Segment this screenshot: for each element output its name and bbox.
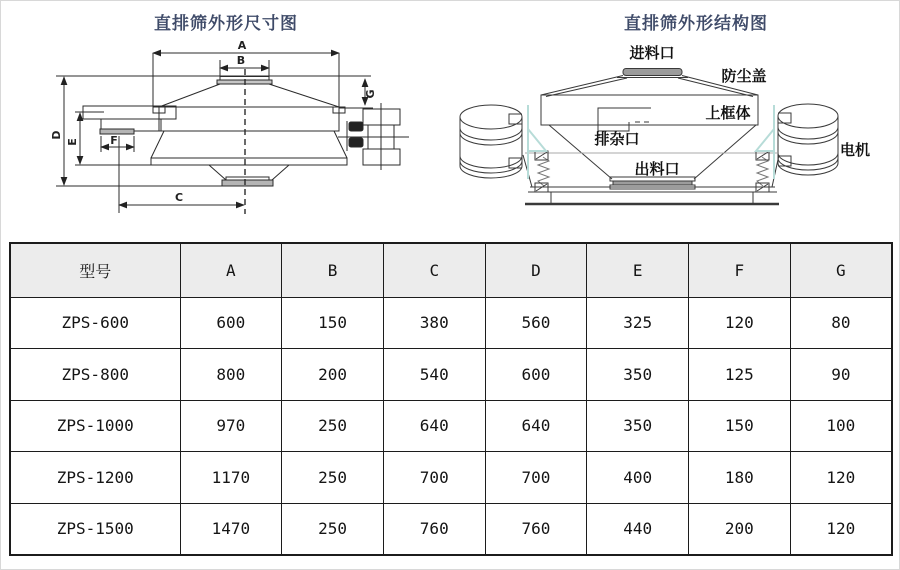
- table-row: [10, 452, 892, 504]
- spring-right: [757, 157, 768, 186]
- col-header-d: D: [485, 243, 587, 297]
- value-cell: 1170: [180, 452, 282, 504]
- structure-diagram: [451, 1, 900, 239]
- col-header-a: A: [180, 243, 282, 297]
- table-header-row: [10, 243, 892, 297]
- col-header-b: B: [282, 243, 384, 297]
- value-cell: 700: [383, 452, 485, 504]
- value-cell: 700: [485, 452, 587, 504]
- value-cell: 250: [282, 503, 384, 555]
- label-discharge-outlet: 出料口: [634, 160, 680, 178]
- value-cell: 180: [689, 452, 791, 504]
- value-cell: 600: [180, 297, 282, 349]
- value-cell: 760: [383, 503, 485, 555]
- side-motor: [338, 103, 409, 170]
- model-cell: ZPS-1000: [10, 400, 180, 452]
- structure-diagram-title: 直排筛外形结构图: [624, 14, 768, 34]
- dim-label-f: F: [110, 134, 118, 147]
- value-cell: 120: [790, 452, 892, 504]
- dim-label-a: A: [237, 39, 247, 52]
- dim-label-e: E: [66, 138, 79, 146]
- label-dust-cover: 防尘盖: [721, 67, 767, 85]
- value-cell: 125: [689, 349, 791, 401]
- value-cell: 560: [485, 297, 587, 349]
- spring-left: [538, 157, 549, 186]
- dim-label-c: C: [174, 191, 184, 204]
- dimension-drawing: [1, 1, 451, 239]
- value-cell: 350: [587, 349, 689, 401]
- col-header-g: G: [790, 243, 892, 297]
- value-cell: 540: [383, 349, 485, 401]
- value-cell: 90: [790, 349, 892, 401]
- structure-drawing: [451, 1, 900, 239]
- value-cell: 350: [587, 400, 689, 452]
- table-row: [10, 297, 892, 349]
- model-cell: ZPS-800: [10, 349, 180, 401]
- table-row: [10, 349, 892, 401]
- dim-label-d: D: [50, 130, 63, 140]
- value-cell: 150: [689, 400, 791, 452]
- value-cell: 600: [485, 349, 587, 401]
- col-header-model: 型号: [10, 243, 180, 297]
- col-header-e: E: [587, 243, 689, 297]
- dim-label-b: B: [236, 54, 246, 67]
- waste-duct: [598, 108, 651, 131]
- value-cell: 120: [790, 503, 892, 555]
- value-cell: 640: [383, 400, 485, 452]
- model-cell: ZPS-600: [10, 297, 180, 349]
- label-upper-frame: 上框体: [705, 104, 751, 122]
- value-cell: 970: [180, 400, 282, 452]
- value-cell: 100: [790, 400, 892, 452]
- table-row: [10, 503, 892, 555]
- label-waste-outlet: 排杂口: [594, 130, 640, 148]
- model-cell: ZPS-1500: [10, 503, 180, 555]
- dimension-diagram: [1, 1, 451, 239]
- col-header-c: C: [383, 243, 485, 297]
- dimension-diagram-title: 直排筛外形尺寸图: [154, 14, 298, 34]
- table-row: [10, 400, 892, 452]
- value-cell: 800: [180, 349, 282, 401]
- value-cell: 400: [587, 452, 689, 504]
- machine-structure: [460, 69, 838, 205]
- machine-outline: [56, 53, 409, 214]
- dim-label-g: G: [364, 89, 377, 99]
- value-cell: 200: [282, 349, 384, 401]
- motor-left: [460, 105, 522, 178]
- value-cell: 200: [689, 503, 791, 555]
- value-cell: 1470: [180, 503, 282, 555]
- inlet-flange: [623, 69, 682, 76]
- value-cell: 120: [689, 297, 791, 349]
- value-cell: 250: [282, 400, 384, 452]
- label-inlet: 进料口: [629, 44, 675, 62]
- value-cell: 760: [485, 503, 587, 555]
- value-cell: 250: [282, 452, 384, 504]
- value-cell: 440: [587, 503, 689, 555]
- motor-right: [778, 104, 838, 175]
- value-cell: 640: [485, 400, 587, 452]
- label-motor: 电机: [840, 141, 871, 159]
- spec-table: [9, 242, 893, 556]
- value-cell: 380: [383, 297, 485, 349]
- model-cell: ZPS-1200: [10, 452, 180, 504]
- col-header-f: F: [689, 243, 791, 297]
- value-cell: 325: [587, 297, 689, 349]
- value-cell: 150: [282, 297, 384, 349]
- value-cell: 80: [790, 297, 892, 349]
